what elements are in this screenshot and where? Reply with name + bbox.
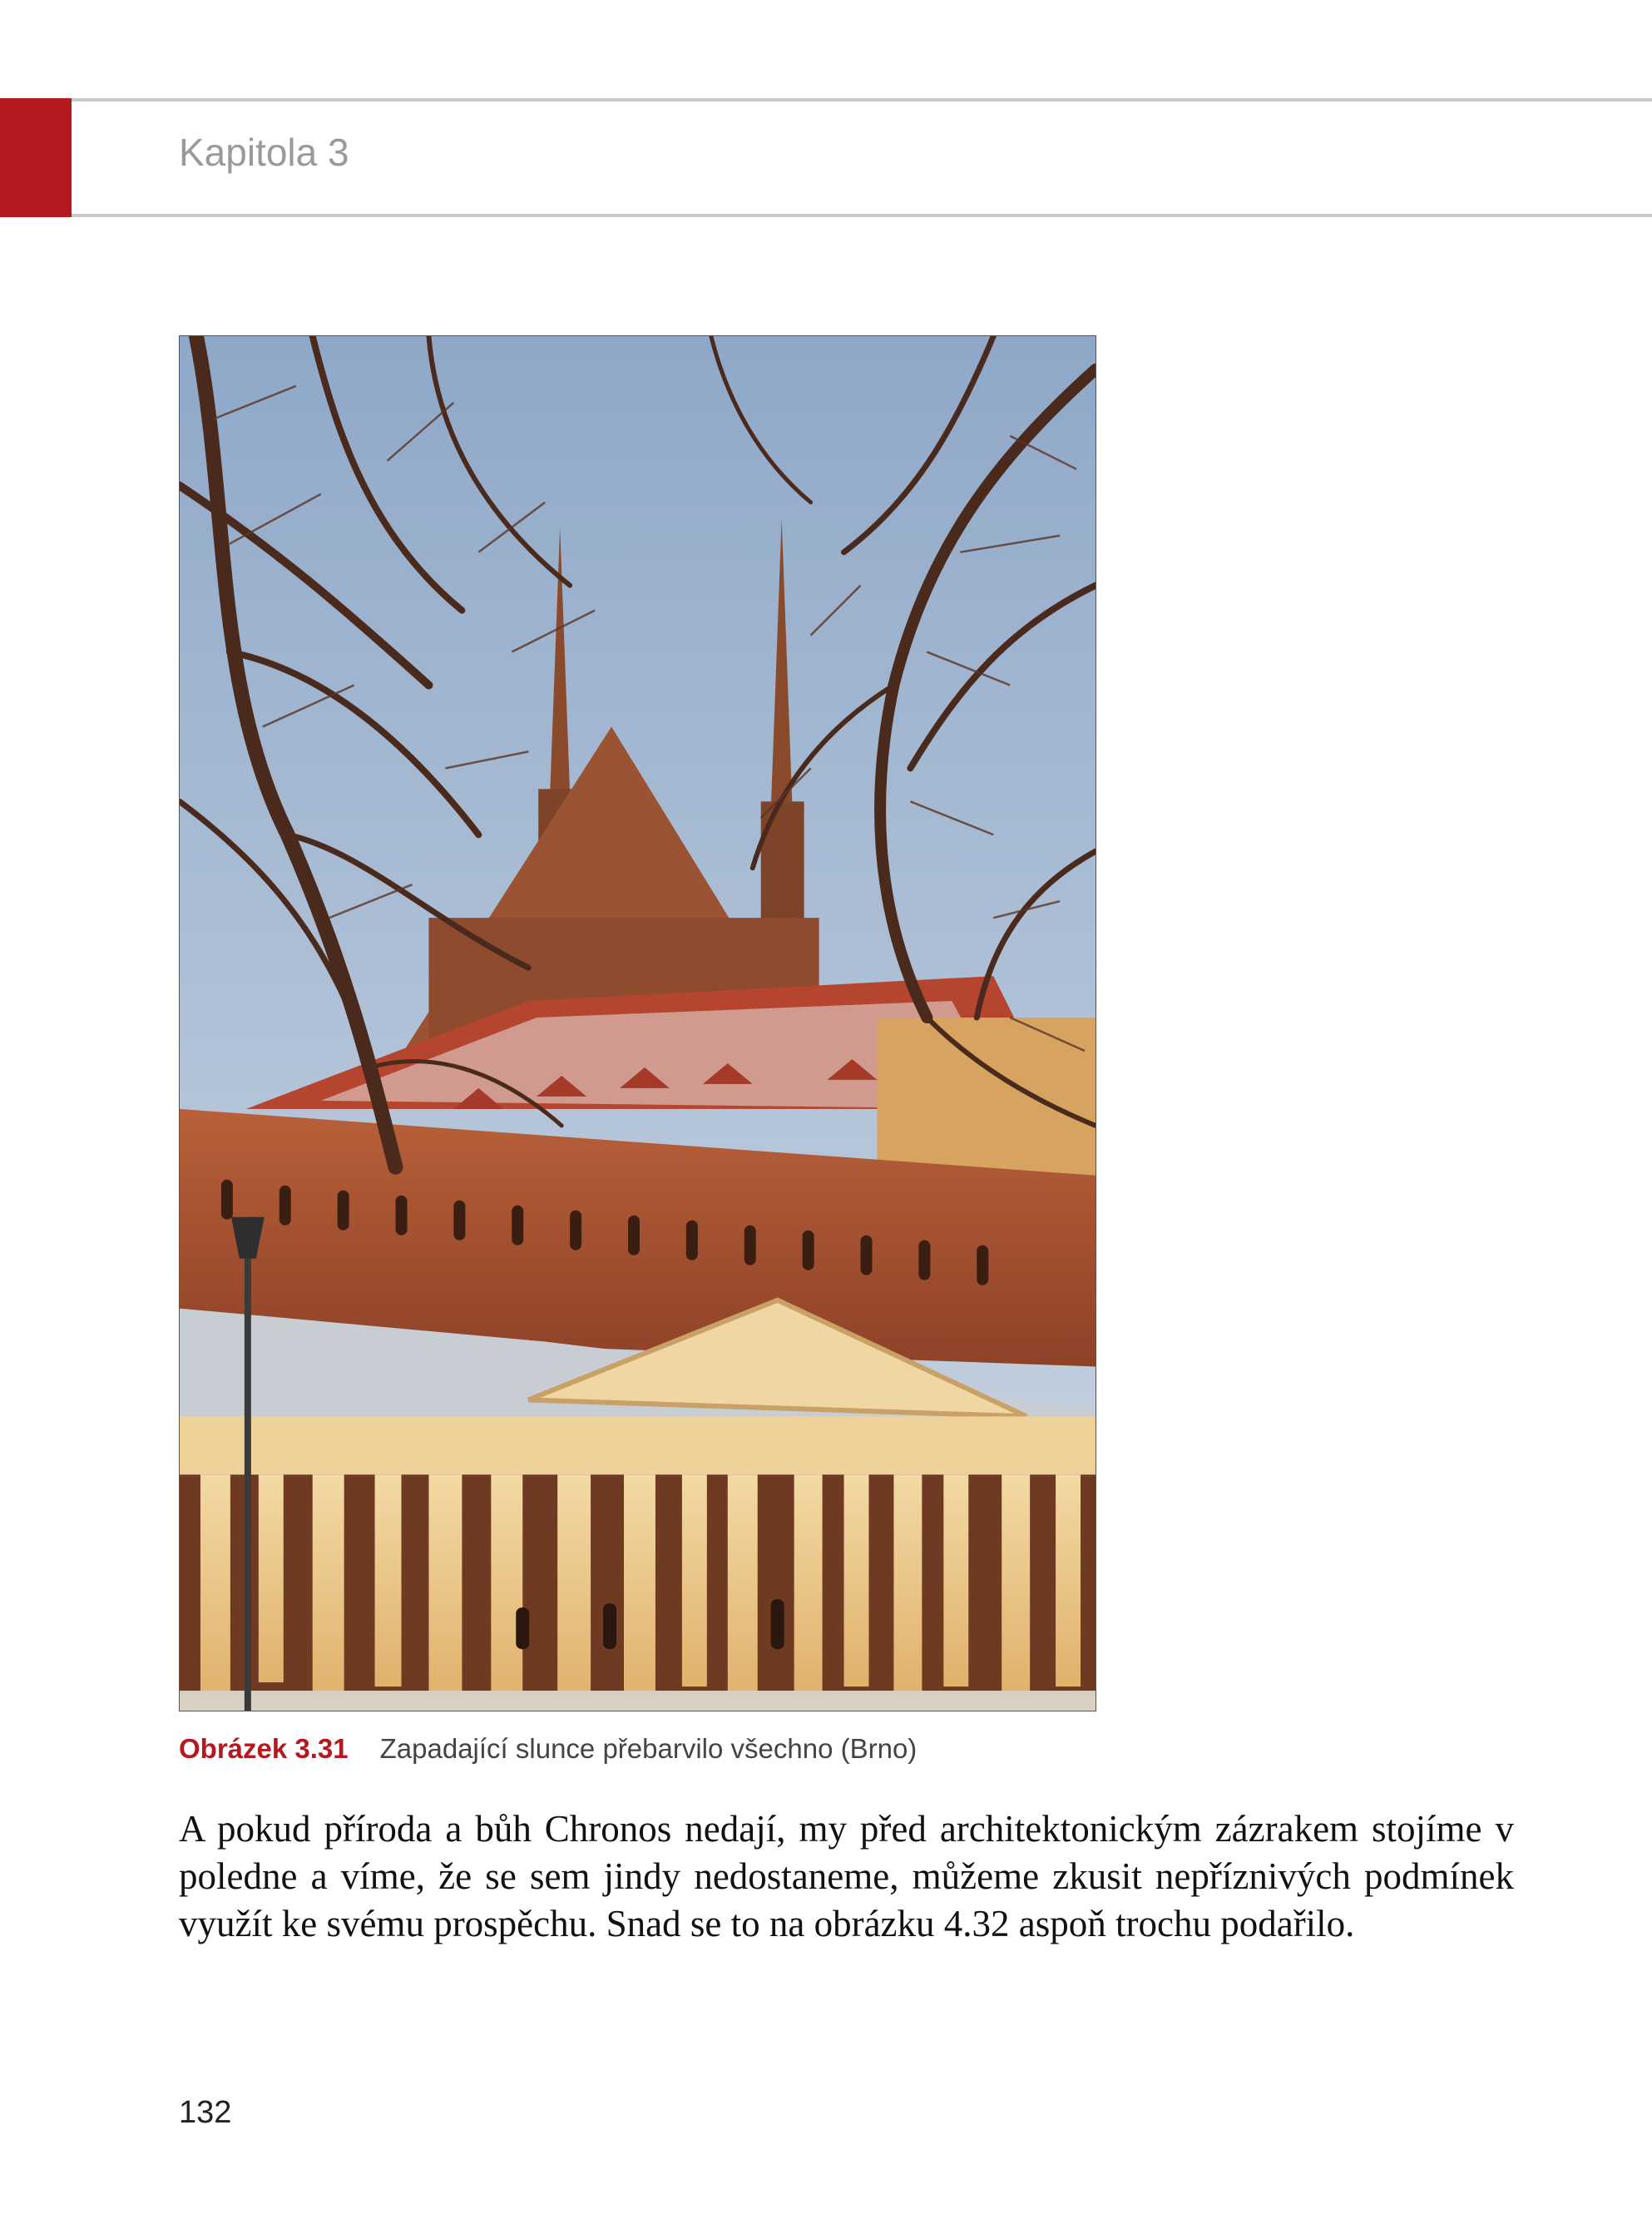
- chapter-title: Kapitola 3: [179, 131, 349, 174]
- header-rule-top: [72, 98, 1652, 102]
- page-number: 132: [179, 2095, 232, 2130]
- cathedral-photo: [179, 335, 1096, 1711]
- header-rule-bottom: [72, 214, 1652, 217]
- chapter-accent-bar: [0, 98, 72, 217]
- cathedral-illustration: [180, 336, 1096, 1711]
- figure-label: Obrázek 3.31: [179, 1733, 349, 1764]
- figure-caption: [179, 1732, 917, 1766]
- figure-caption-text: Zapadající slunce přebarvilo všechno (Brno): [379, 1733, 918, 1764]
- body-paragraph: A pokud příroda a bůh Chronos nedají, my před architektonickým zázrakem stojíme v poledne a víme, že se sem jindy nedostaneme, můžeme zkusit nepříznivých podmínek využít ke svému prospěchu. Snad se to na obrázku 4.32 aspoň trochu podařilo.: [179, 1808, 1514, 1944]
